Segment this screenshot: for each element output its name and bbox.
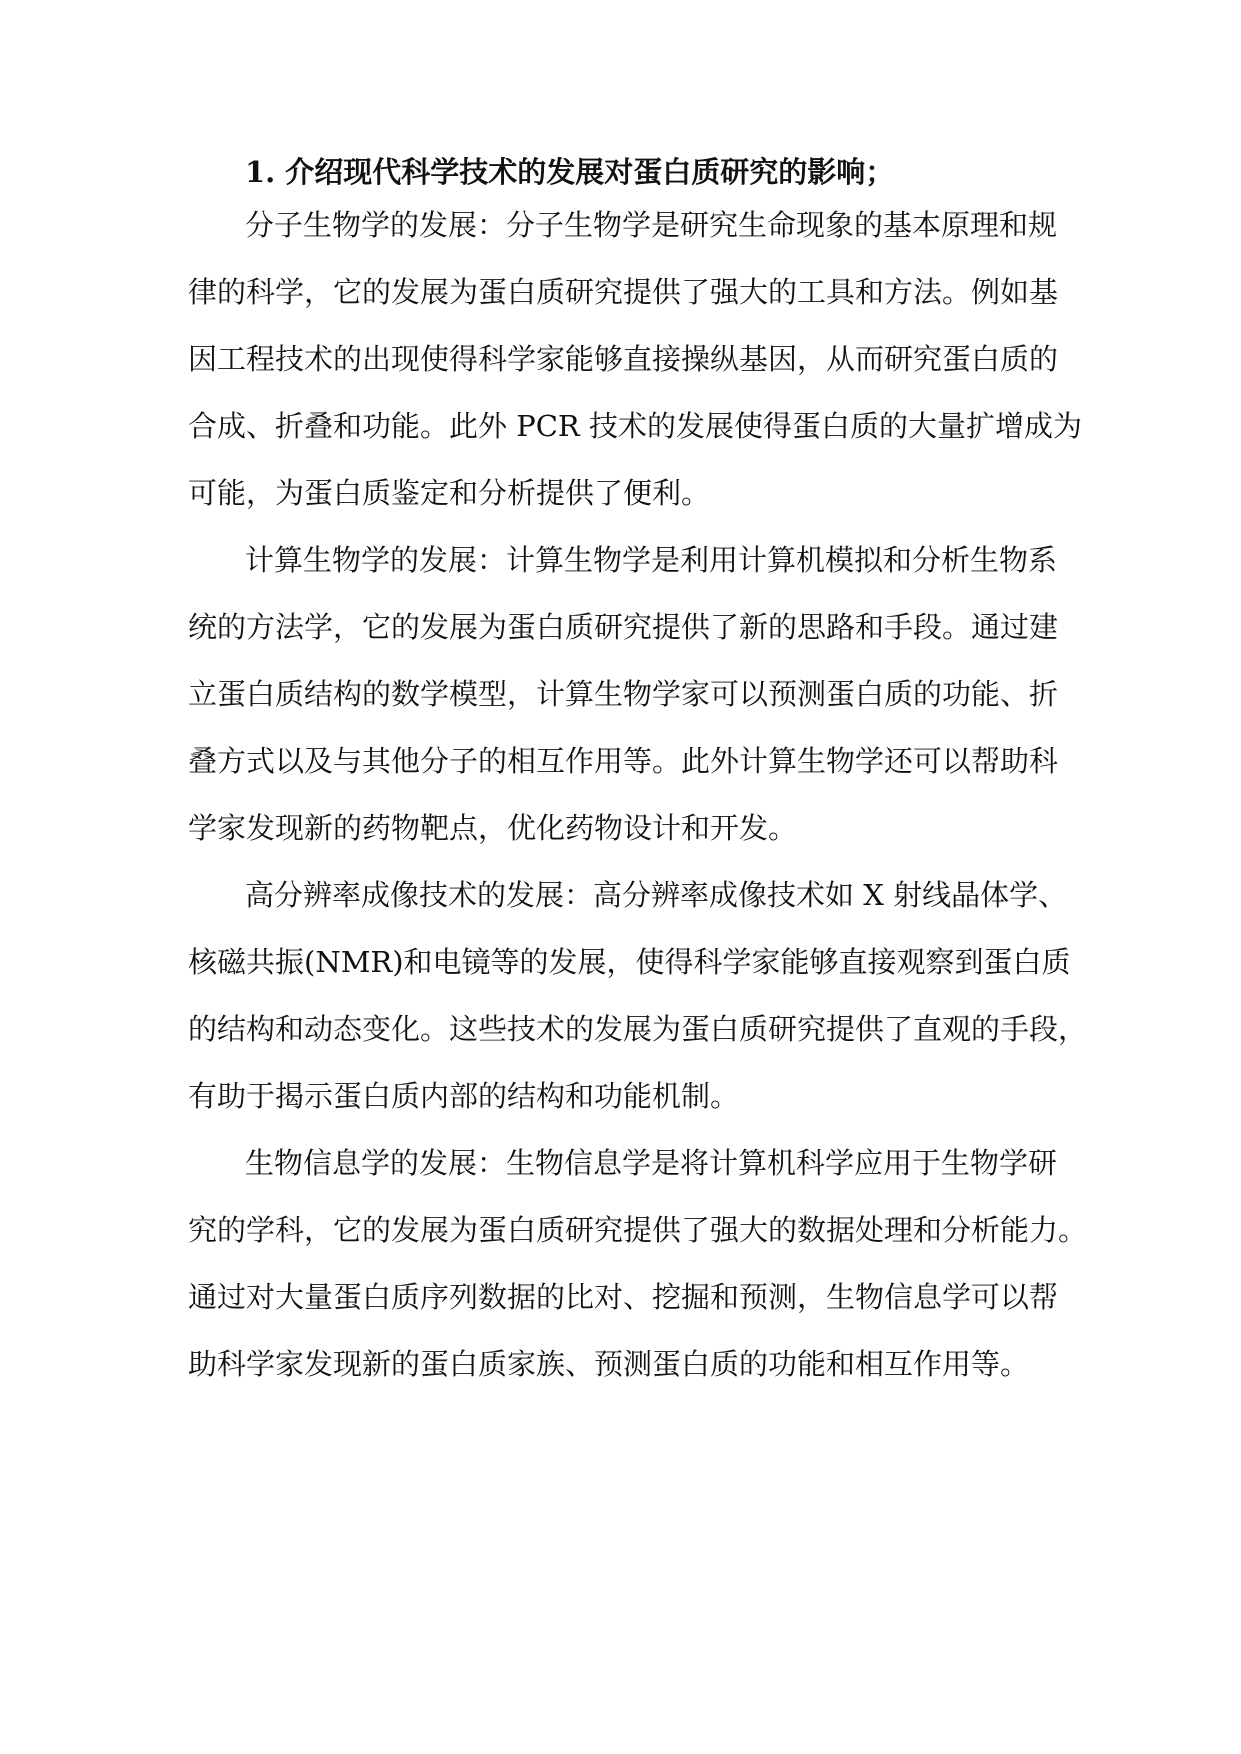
paragraph-line: 高分辨率成像技术的发展：高分辨率成像技术如 X 射线晶体学、: [245, 878, 1068, 912]
paragraph-line: 叠方式以及与其他分子的相互作用等。此外计算生物学还可以帮助科: [188, 744, 1059, 778]
paragraph-line: 生物信息学的发展：生物信息学是将计算机科学应用于生物学研: [245, 1146, 1058, 1180]
paragraph-line: 究的学科，它的发展为蛋白质研究提供了强大的数据处理和分析能力。: [188, 1213, 1088, 1247]
paragraph-line: 助科学家发现新的蛋白质家族、预测蛋白质的功能和相互作用等。: [188, 1347, 1030, 1381]
section-heading: [245, 152, 894, 192]
paragraph-line: 分子生物学的发展：分子生物学是研究生命现象的基本原理和规: [245, 208, 1058, 242]
paragraph-line: 核磁共振(NMR)和电镜等的发展，使得科学家能够直接观察到蛋白质: [188, 945, 1071, 979]
paragraph-line: 通过对大量蛋白质序列数据的比对、挖掘和预测，生物信息学可以帮: [188, 1280, 1059, 1314]
paragraph-line: 可能，为蛋白质鉴定和分析提供了便利。: [188, 476, 711, 510]
paragraph-line: 合成、折叠和功能。此外 PCR 技术的发展使得蛋白质的大量扩增成为: [188, 409, 1082, 443]
heading-text: 介绍现代科学技术的发展对蛋白质研究的影响；: [285, 155, 895, 189]
paragraph-line: 统的方法学，它的发展为蛋白质研究提供了新的思路和手段。通过建: [188, 610, 1059, 644]
paragraph-line: 的结构和动态变化。这些技术的发展为蛋白质研究提供了直观的手段，: [188, 1012, 1088, 1046]
paragraph-line: 因工程技术的出现使得科学家能够直接操纵基因，从而研究蛋白质的: [188, 342, 1059, 376]
paragraph-line: 立蛋白质结构的数学模型，计算生物学家可以预测蛋白质的功能、折: [188, 677, 1059, 711]
paragraph-line: 计算生物学的发展：计算生物学是利用计算机模拟和分析生物系: [245, 543, 1058, 577]
paragraph-line: 学家发现新的药物靶点，优化药物设计和开发。: [188, 811, 798, 845]
paragraph-line: 有助于揭示蛋白质内部的结构和功能机制。: [188, 1079, 740, 1113]
paragraph-line: 律的科学，它的发展为蛋白质研究提供了强大的工具和方法。例如基: [188, 275, 1059, 309]
heading-number: 1.: [245, 155, 276, 189]
